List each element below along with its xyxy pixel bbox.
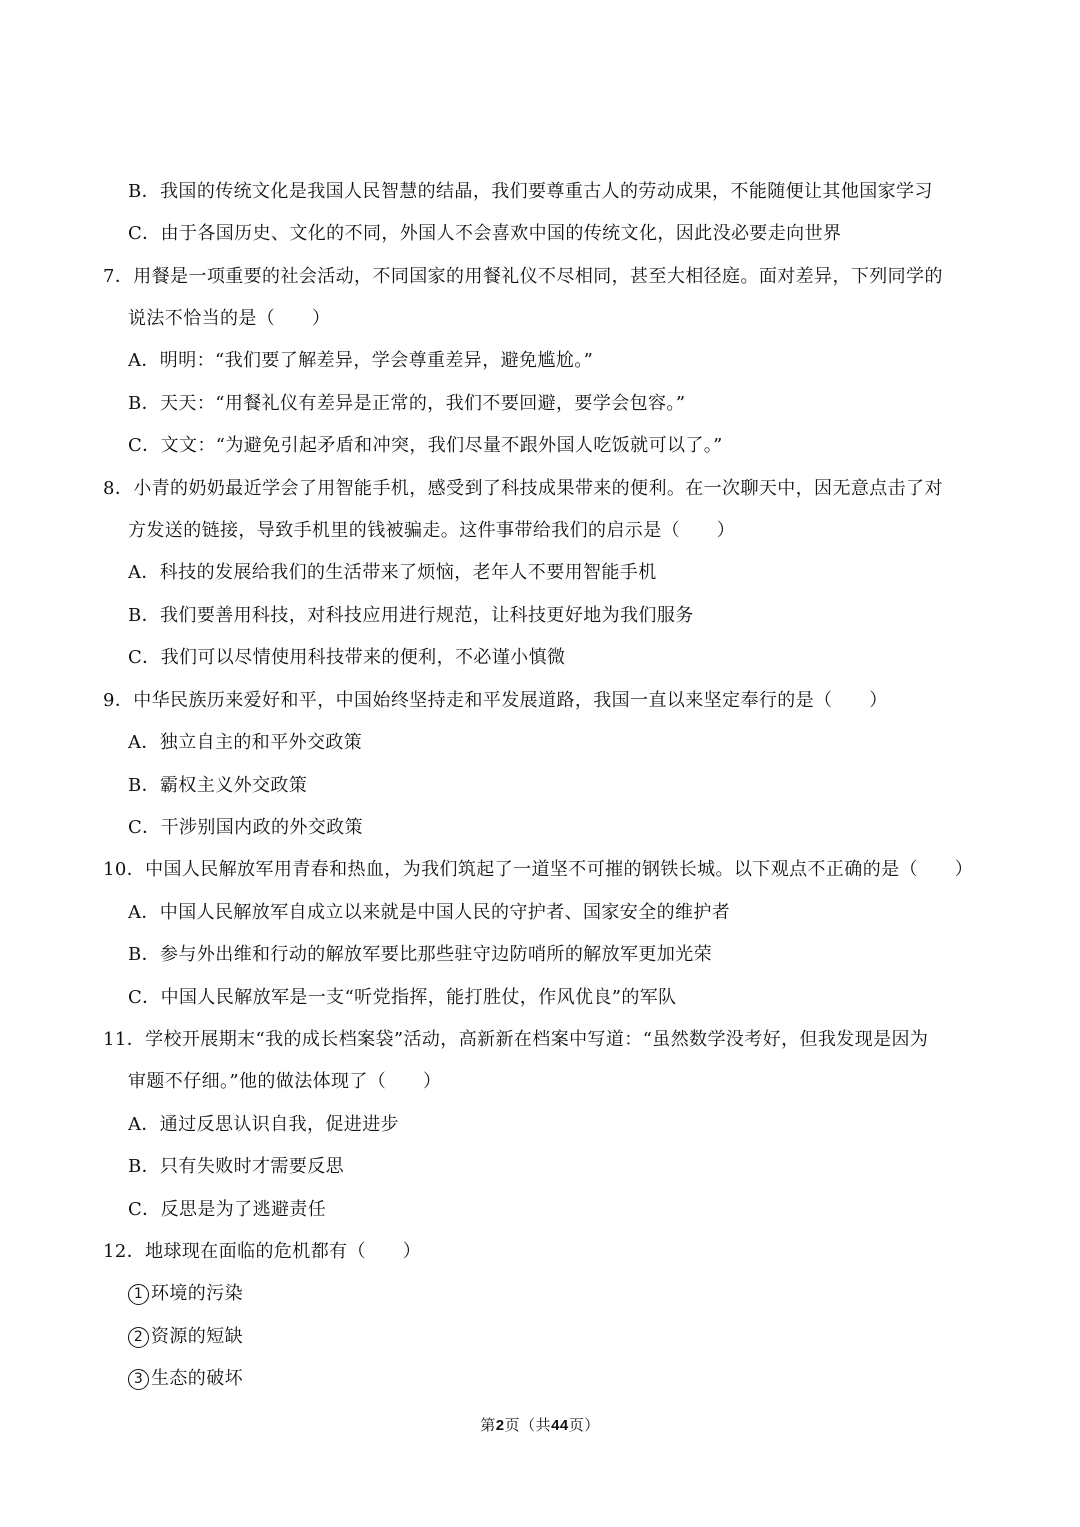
- q10-option-a: A．中国人民解放军自成立以来就是中国人民的守护者、国家安全的维护者: [128, 902, 731, 923]
- circled-number-1: 1: [128, 1284, 149, 1305]
- q12-item-2-text: 资源的短缺: [151, 1326, 243, 1347]
- q8-option-c: C．我们可以尽情使用科技带来的便利，不必谨小慎微: [128, 647, 566, 668]
- footer-mid: 页（共: [504, 1416, 552, 1434]
- q6-option-b: B．我国的传统文化是我国人民智慧的结晶，我们要尊重古人的劳动成果，不能随便让其他国家学习: [128, 181, 933, 202]
- q9-option-a: A．独立自主的和平外交政策: [128, 732, 363, 753]
- question-9-stem: 9．中华民族历来爱好和平，中国始终坚持走和平发展道路，我国一直以来坚定奉行的是（ ）: [103, 690, 888, 711]
- q12-item-3-text: 生态的破坏: [151, 1368, 243, 1389]
- footer-page-number: 2: [495, 1417, 505, 1434]
- circled-number-2: 2: [128, 1327, 149, 1348]
- q12-item-3: [128, 1367, 243, 1391]
- q12-item-1-text: 环境的污染: [151, 1283, 243, 1304]
- question-8-stem: 8．小青的奶奶最近学会了用智能手机，感受到了科技成果带来的便利。在一次聊天中，因无意点击了对: [103, 478, 943, 499]
- footer-suffix: 页）: [568, 1416, 600, 1434]
- question-11-stem: 11．学校开展期末“我的成长档案袋”活动，高新新在档案中写道：“虽然数学没考好，但我发现是因为: [103, 1029, 929, 1050]
- q7-option-b: B．天天：“用餐礼仪有差异是正常的，我们不要回避，要学会包容。”: [128, 393, 686, 414]
- page-footer: [0, 1414, 1080, 1437]
- q11-option-b: B．只有失败时才需要反思: [128, 1156, 345, 1177]
- question-10-stem: 10．中国人民解放军用青春和热血，为我们筑起了一道坚不可摧的钢铁长城。以下观点不正确的是（ ）: [103, 859, 974, 880]
- q11-option-a: A．通过反思认识自我，促进进步: [128, 1114, 399, 1135]
- question-11-stem-cont: 审题不仔细。”他的做法体现了（ ）: [128, 1071, 442, 1092]
- q8-option-b: B．我们要善用科技，对科技应用进行规范，让科技更好地为我们服务: [128, 605, 694, 626]
- footer-total-pages: 44: [551, 1417, 569, 1434]
- question-7-stem: 7．用餐是一项重要的社会活动，不同国家的用餐礼仪不尽相同，甚至大相径庭。面对差异，下列同学的: [103, 266, 943, 287]
- question-8-stem-cont: 方发送的链接，导致手机里的钱被骗走。这件事带给我们的启示是（ ）: [128, 520, 736, 541]
- question-12-stem: 12．地球现在面临的危机都有（ ）: [103, 1241, 422, 1262]
- q11-option-c: C．反思是为了逃避责任: [128, 1199, 327, 1220]
- q12-item-2: [128, 1325, 243, 1349]
- q10-option-c: C．中国人民解放军是一支“听党指挥，能打胜仗，作风优良”的军队: [128, 987, 677, 1008]
- question-7-stem-cont: 说法不恰当的是（ ）: [128, 308, 331, 329]
- q10-option-b: B．参与外出维和行动的解放军要比那些驻守边防哨所的解放军更加光荣: [128, 944, 713, 965]
- q7-option-c: C．文文：“为避免引起矛盾和冲突，我们尽量不跟外国人吃饭就可以了。”: [128, 435, 723, 456]
- q7-option-a: A．明明：“我们要了解差异，学会尊重差异，避免尴尬。”: [128, 350, 594, 371]
- q12-item-1: [128, 1282, 243, 1306]
- q8-option-a: A．科技的发展给我们的生活带来了烦恼，老年人不要用智能手机: [128, 562, 657, 583]
- footer-prefix: 第: [480, 1416, 496, 1434]
- q9-option-c: C．干涉别国内政的外交政策: [128, 817, 363, 838]
- circled-number-3: 3: [128, 1369, 149, 1390]
- q6-option-c: C．由于各国历史、文化的不同，外国人不会喜欢中国的传统文化，因此没必要走向世界: [128, 223, 842, 244]
- q9-option-b: B．霸权主义外交政策: [128, 775, 308, 796]
